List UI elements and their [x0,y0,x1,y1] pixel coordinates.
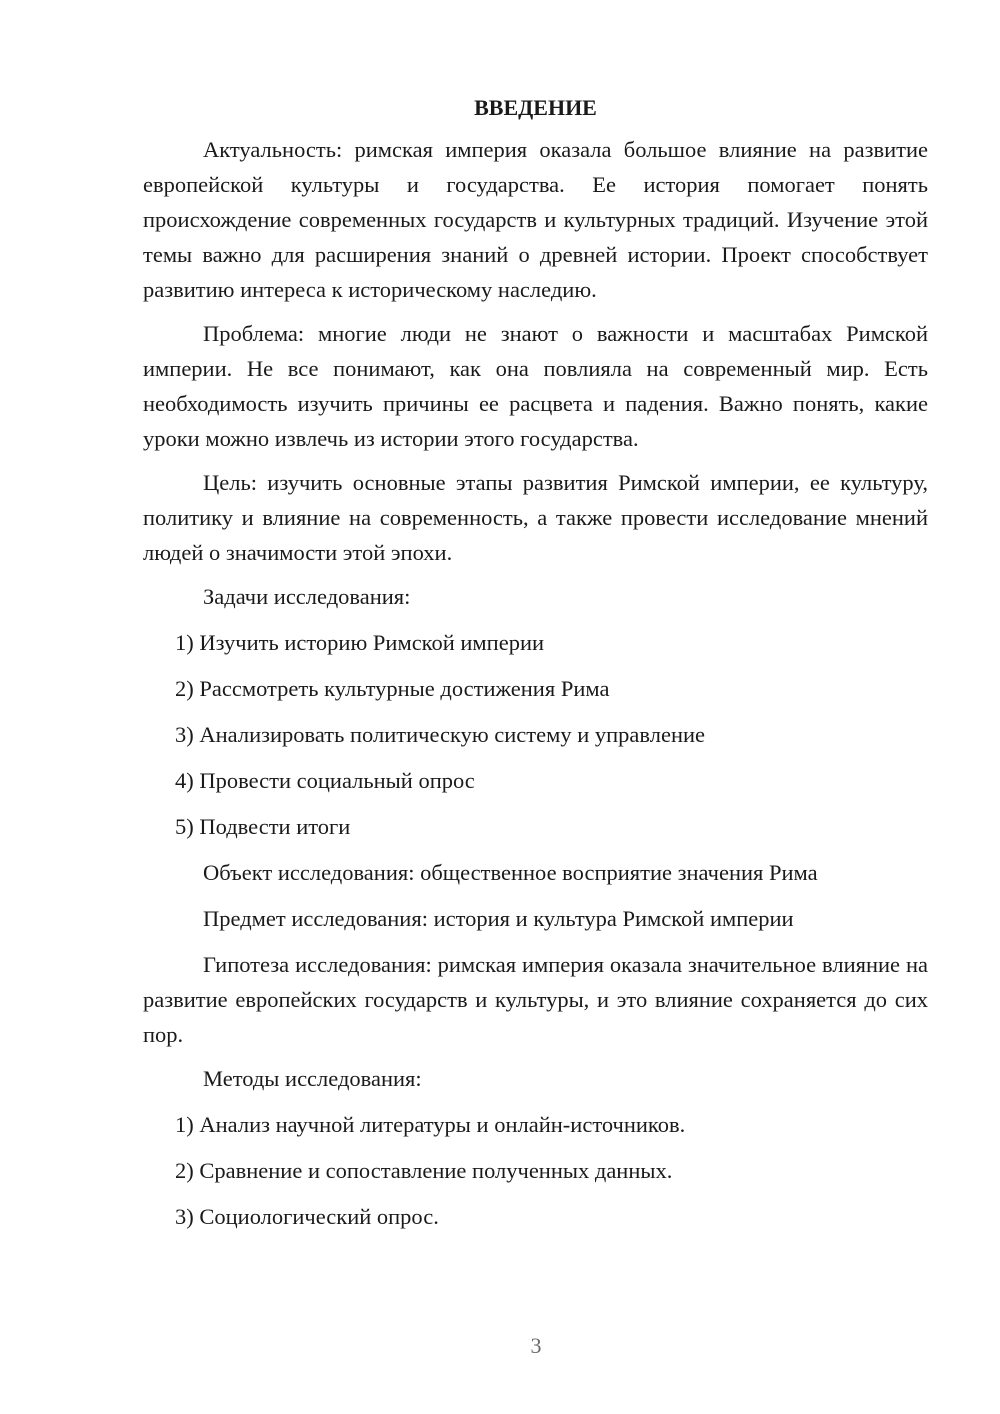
method-item: 2) Сравнение и сопоставление полученных данных. [175,1158,673,1183]
research-object: Объект исследования: общественное восприятие значения Рима [203,860,818,885]
goal-paragraph: Цель: изучить основные этапы развития Римской империи, ее культуру, политику и влияние на современность, а также провести исследование мнений людей о значимости этой эпохи. [143,470,928,565]
methods-title: Методы исследования: [203,1066,422,1091]
task-item: 4) Провести социальный опрос [175,768,475,793]
task-item: 1) Изучить историю Римской империи [175,630,545,655]
relevance-paragraph: Актуальность: римская империя оказала большое влияние на развитие европейской культуры и государства. Ее история помогает понять происхождение современных государств и культурных традиций. Изучение этой темы важно для расширения знаний о древней истории. Проект способствует развитию интереса к историческому наследию. [143,137,928,302]
task-item: 5) Подвести итоги [175,814,351,839]
section-heading: ВВЕДЕНИЕ [474,95,597,120]
problem-paragraph: Проблема: многие люди не знают о важности и масштабах Римской империи. Не все понимают, как она повлияла на современный мир. Есть необходимость изучить причины ее расцвета и падения. Важно понять, какие уроки можно извлечь из истории этого государства. [143,321,928,451]
task-item: 2) Рассмотреть культурные достижения Рима [175,676,610,701]
hypothesis-paragraph: Гипотеза исследования: римская империя оказала значительное влияние на развитие европейских государств и культуры, и это влияние сохраняется до сих пор. [143,952,928,1047]
tasks-title: Задачи исследования: [203,584,411,609]
method-item: 1) Анализ научной литературы и онлайн-источников. [175,1112,686,1137]
task-item: 3) Анализировать политическую систему и управление [175,722,706,747]
method-item: 3) Социологический опрос. [175,1204,439,1229]
page-number: 3 [530,1333,542,1358]
document-body [143,90,928,1245]
research-subject: Предмет исследования: история и культура Римской империи [203,906,794,931]
